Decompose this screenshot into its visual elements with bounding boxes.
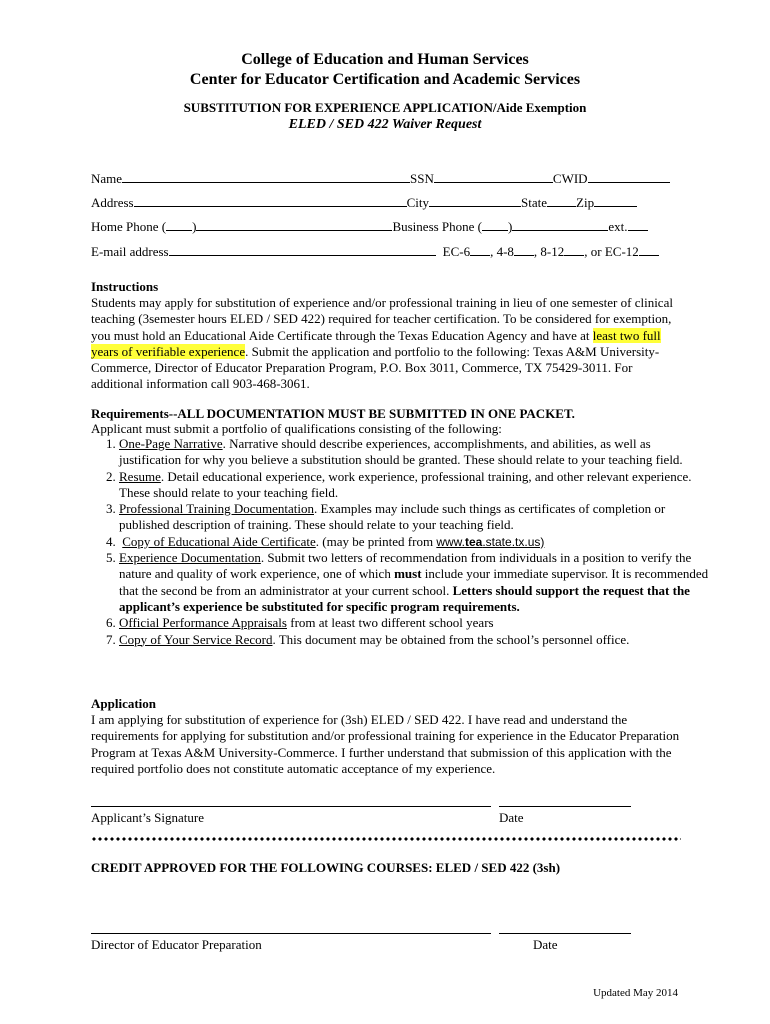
name-field[interactable]	[122, 170, 410, 183]
applicant-date-line[interactable]	[499, 806, 631, 807]
instructions-title: Instructions	[91, 279, 159, 294]
list-item	[119, 550, 709, 615]
service-record-text: . This document may be obtained from the school’s personnel office.	[272, 631, 630, 647]
city-label: City	[406, 195, 430, 210]
address-label: Address	[91, 195, 134, 210]
instructions-text-before: Students may apply for substitution of experience and/or professional training in lieu of one semester of clinical teaching (3semester hours ELED / SED 422) required for teacher certification. To be considered for exemption, you must hold an Educational Aide Certificate through the Texas Education Agency and have at	[91, 295, 673, 343]
r48-label: , 4-8	[490, 244, 514, 259]
tea-link-prefix: www.	[436, 534, 465, 549]
business-area-code-field[interactable]	[482, 218, 508, 231]
service-record-title: Copy of Your Service Record	[119, 631, 273, 647]
appraisals-title: Official Performance Appraisals	[119, 615, 287, 631]
ec12-field[interactable]	[639, 243, 659, 256]
email-label: E-mail address	[91, 244, 169, 259]
appraisals-text: from at least two different school years	[286, 615, 494, 631]
tea-link[interactable]	[436, 535, 544, 549]
list-item	[119, 615, 709, 631]
application-text: I am applying for substitution of experience for (3sh) ELED / SED 422. I have read and understand the requirements for applying for substitution and/or professional training for experience in the Educator Preparation Program at Texas A&M University-Commerce. I further understand that submission of this application with the required portfolio does not constitute automatic acceptance of my experience.	[91, 712, 680, 776]
aide-certificate-text: . (may be printed from	[315, 533, 437, 549]
experience-doc-text1: . Submit two letters of recommendation from individuals in a position to verify the nature and quality of work experience, one of which	[119, 550, 692, 582]
director-signature-line[interactable]	[91, 933, 491, 934]
ext-field[interactable]	[628, 218, 648, 231]
zip-label: Zip	[576, 195, 595, 210]
college-title: College of Education and Human Services	[241, 51, 529, 68]
home-phone-field[interactable]	[196, 218, 392, 231]
address-row	[91, 194, 681, 211]
updated-date: Updated May 2014	[593, 987, 678, 999]
cwid-label: CWID	[552, 171, 588, 186]
director-date-line[interactable]	[499, 933, 631, 934]
resume-text: . Detail educational experience, work experience, professional training, and other relevant experience. These should relate to your teaching field.	[119, 468, 692, 500]
list-item	[119, 534, 709, 550]
name-row	[91, 170, 681, 187]
director-date-label: Date	[533, 937, 558, 952]
home-area-code-field[interactable]	[166, 218, 192, 231]
cwid-field[interactable]	[588, 170, 670, 183]
applicant-date-label: Date	[499, 810, 524, 825]
list-item	[119, 469, 709, 502]
narrative-title: One-Page Narrative	[119, 436, 223, 451]
must-emphasis: must	[394, 566, 422, 582]
ssn-field[interactable]	[434, 170, 553, 183]
list-item	[119, 632, 709, 648]
experience-doc-text2: include your immediate supervisor. It is recommended that the second be from an administrator at your current school.	[119, 566, 709, 598]
business-phone-field[interactable]	[512, 218, 608, 231]
application-title: Application	[91, 696, 157, 711]
phone-row	[91, 218, 681, 235]
resume-title: Resume	[119, 468, 161, 484]
tea-link-bold: tea	[465, 534, 483, 549]
ec6-label: EC-6	[442, 244, 471, 259]
state-field[interactable]	[547, 194, 576, 207]
narrative-text: . Narrative should describe experiences, accomplishments, and abilities, as well as justification for why you believe a substitution should be granted. These should relate to your teaching field.	[119, 436, 683, 468]
training-text: . Examples may include such things as certificates of completion or published description of training. These should relate to your teaching field.	[119, 501, 666, 533]
business-phone-label: Business Phone (	[392, 219, 483, 234]
home-phone-label: Home Phone (	[91, 219, 167, 234]
requirements-list	[91, 436, 709, 648]
address-field[interactable]	[134, 194, 407, 207]
requirements-intro: Applicant must submit a portfolio of qualifications consisting of the following:	[91, 421, 502, 436]
email-row	[91, 243, 681, 260]
zip-field[interactable]	[594, 194, 637, 207]
list-item	[119, 501, 709, 534]
aide-certificate-title: Copy of Educational Aide Certificate	[122, 533, 316, 549]
center-title: Center for Educator Certification and Academic Services	[189, 71, 581, 88]
home-phone-paren: )	[192, 219, 197, 234]
city-field[interactable]	[429, 194, 521, 207]
name-label: Name	[91, 171, 123, 186]
r812-label: , 8-12	[533, 244, 565, 259]
ext-label: ext.	[608, 219, 628, 234]
business-phone-paren: )	[508, 219, 513, 234]
signature-label: Applicant’s Signature	[91, 810, 205, 825]
training-title: Professional Training Documentation	[119, 501, 314, 517]
email-field[interactable]	[169, 243, 436, 256]
director-label: Director of Educator Preparation	[91, 937, 262, 952]
instructions-text	[91, 295, 681, 393]
requirements-title: Requirements--ALL DOCUMENTATION MUST BE SUBMITTED IN ONE PACKET.	[91, 406, 575, 421]
ec12-label: , or EC-12	[584, 244, 639, 259]
instructions-text-after: . Submit the application and portfolio to the following: Texas A&M University-Commerce, Director of Educator Preparation Program, P.O. Box 3011, Commerce, TX 75429-3011. For additional information call 903-468-3061.	[91, 343, 660, 392]
state-label: State	[521, 195, 548, 210]
list-item	[119, 436, 709, 469]
experience-doc-title: Experience Documentation	[119, 550, 261, 566]
dotted-divider	[91, 837, 681, 841]
tea-link-suffix: .state.tx.us)	[482, 534, 545, 549]
letters-notice: Letters should support the request that the applicant’s experience be substituted for specific program requirements.	[119, 582, 690, 614]
applicant-signature-line[interactable]	[91, 806, 491, 807]
credit-approved-text: CREDIT APPROVED FOR THE FOLLOWING COURSES: ELED / SED 422 (3sh)	[91, 860, 561, 875]
experience-highlight: least two full years of verifiable experience	[91, 327, 661, 359]
r812-field[interactable]	[564, 243, 584, 256]
r48-field[interactable]	[514, 243, 534, 256]
form-subtitle: ELED / SED 422 Waiver Request	[288, 117, 482, 132]
ssn-label: SSN	[410, 171, 434, 186]
form-title: SUBSTITUTION FOR EXPERIENCE APPLICATION/Aide Exemption	[183, 100, 587, 115]
ec6-field[interactable]	[470, 243, 490, 256]
